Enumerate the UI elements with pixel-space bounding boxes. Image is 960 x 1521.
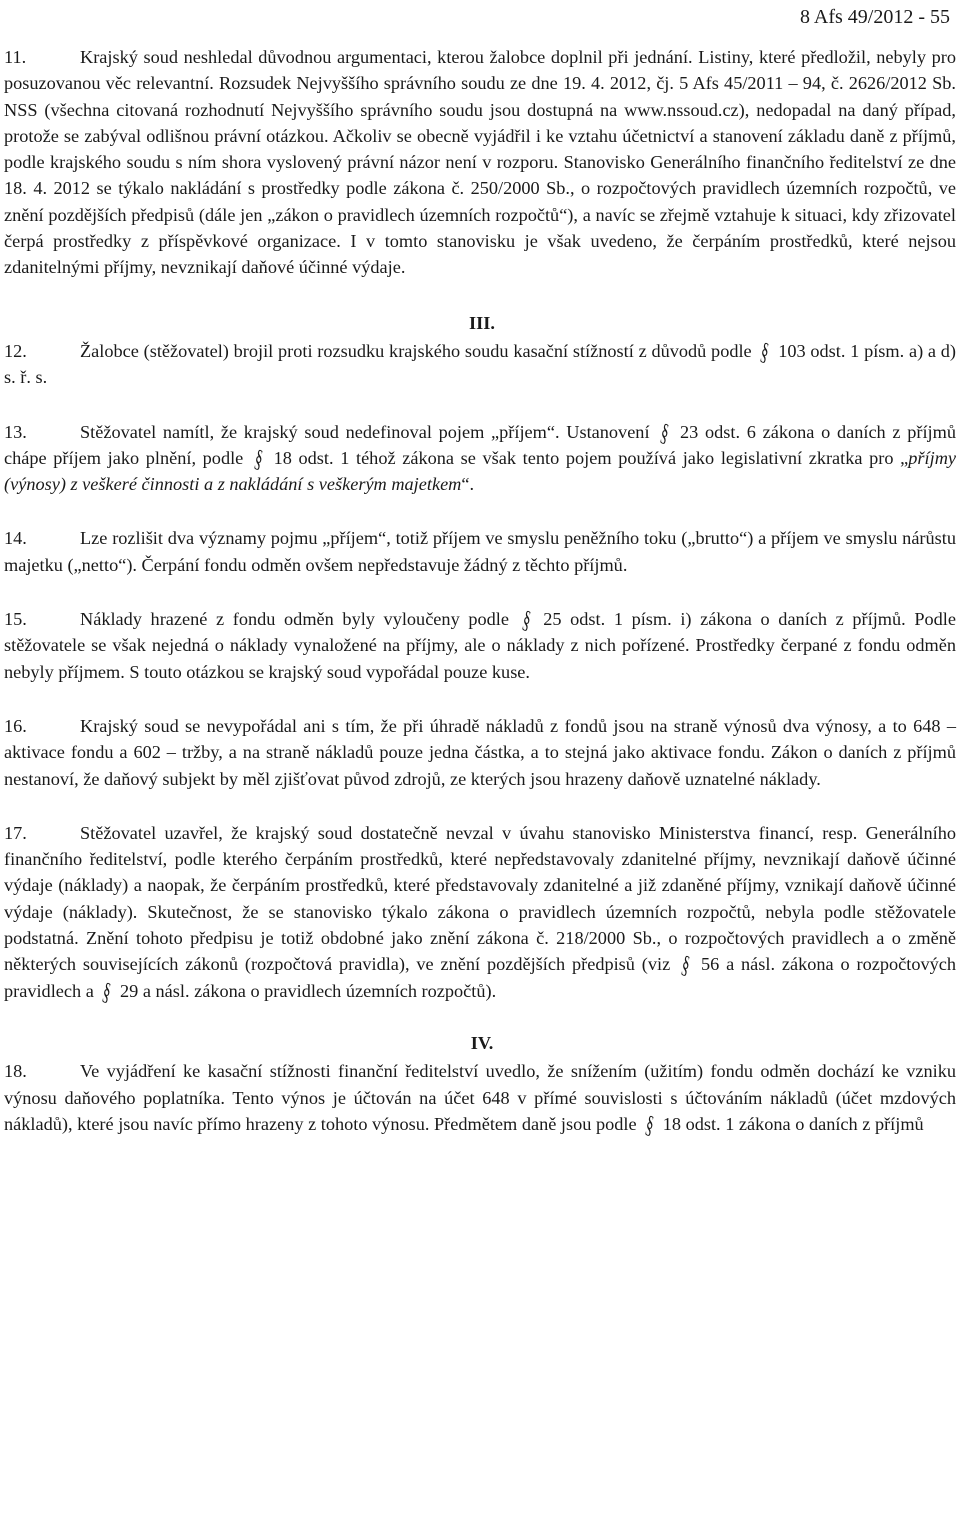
paragraph-13 (4, 416, 957, 498)
paragraph-text: 18 odst. 1 zákona o daních z příjmů (662, 1113, 924, 1134)
document-page (4, 0, 956, 1521)
section-sign-icon: § (644, 1108, 655, 1140)
section-heading-iii: III. (469, 312, 495, 333)
document-body (4, 44, 956, 1165)
paragraph-14 (4, 525, 956, 578)
section-sign-icon: § (520, 604, 532, 636)
paragraph-text: 18 odst. 1 téhož zákona se však tento pojem používá jako legislativní zkratka pro „ (273, 447, 909, 468)
paragraph-text: 103 odst. 1 písm. a) a d) s. ř. s. (4, 340, 957, 388)
paragraph-17 (4, 820, 956, 1007)
paragraph-number: 17. (4, 822, 27, 843)
legislative-abbreviation: příjmy (výnosy) z veškeré činnosti a z nakládání s veškerým majetkem (4, 447, 957, 495)
paragraph-text: Žalobce (stěžovatel) brojil proti rozsudku krajského soudu kasační stížností z důvodů podle (80, 340, 752, 361)
paragraph-text: Náklady hrazené z fondu odměn byly vyloučeny podle (80, 609, 509, 630)
section-sign-icon: § (253, 442, 264, 474)
paragraph-number: 15. (4, 609, 27, 630)
section-sign-icon: § (680, 949, 691, 981)
paragraph-text: Krajský soud se nevypořádal ani s tím, že při úhradě nákladů z fondů jsou na straně výnosů dva výnosy, a to 648 – aktivace fondu a 602 – tržby, a na straně nákladů pouze jedna částka, a to stejná jako aktivace fondu. Zákon o daních z příjmů nestanoví, že daňový subjekt by měl zjišťovat původ zdrojů, ze kterých jsou hrazeny daňově uznatelné náklady. (4, 715, 956, 789)
paragraph-text: Ve vyjádření ke kasační stížnosti finanční ředitelství uvedlo, že snížením (užitím) fondu odměn dochází ke vzniku výnosu daňového poplatníka. Tento výnos je účtován na účet 648 v přímé souvislosti s účtováním nákladů (účet mzdových nákladů), které jsou navíc přímo hrazeny z tohoto výnosu. Předmětem daně jsou podle (4, 1061, 956, 1134)
paragraph-text: Lze rozlišit dva významy pojmu „příjem“, totiž příjem ve smyslu peněžního toku („brutto“) a příjem ve smyslu nárůstu majetku („netto“). Čerpání fondu odměn ovšem nepředstavuje žádný z těchto příjmů. (4, 528, 956, 575)
paragraph-number: 14. (4, 528, 27, 549)
paragraph-number: 12. (4, 340, 27, 361)
paragraph-text: Stěžovatel namítl, že krajský soud nedefinoval pojem „příjem“. Ustanovení (80, 421, 650, 442)
paragraph-text: 23 odst. 6 zákona o daních z příjmů chápe příjem jako plnění, podle (4, 421, 956, 468)
paragraph-18 (4, 1058, 956, 1140)
paragraph-text: 25 odst. 1 písm. i) zákona o daních z příjmů. Podle stěžovatele se však nejedná o náklady vynaložené na příjmy, ale o náklady z nich pořízené. Prostředky čerpané z fondu odměn nebyly příjmem. S touto otázkou se krajský soud vypořádal pouze kuse. (4, 609, 956, 682)
paragraph-text: “. (461, 474, 475, 495)
case-number-header: 8 Afs 49/2012 - 55 (800, 6, 950, 28)
paragraph-15 (4, 606, 956, 685)
paragraph-text: Krajský soud neshledal důvodnou argumentaci, kterou žalobce doplnil při jednání. Listiny, které předložil, nebyly pro posuzovanou věc relevantní. Rozsudek Nejvyššího správního soudu ze dne 19. 4. 2012, čj. 5 Afs 45/2011 – 94, č. 2626/2012 Sb. NSS (všechna citovaná rozhodnutí Nejvyššího správního soudu jsou dostupná na www.nssoud.cz), nedopadal na daný případ, protože se zabýval odlišnou právní otázkou. Ačkoliv se obecně vyjádřil i ke vztahu účetnictví a stanovení základu daně z příjmů, podle krajského soudu s ním shora vyslovený právní názor není v rozporu. Stanovisko Generálního finančního ředitelství ze dne 18. 4. 2012 se týkalo nakládání s prostředky podle zákona č. 250/2000 Sb., o rozpočtových pravidlech územních rozpočtů, ve znění pozdějších předpisů (dále jen „zákon o pravidlech územních rozpočtů“), a navíc se zřejmě vztahuje k situaci, kdy zřizovatel čerpá prostředky z příspěvkové organizace. I v tomto stanovisku je však uvedeno, že čerpáním prostředků, které nejsou zdanitelnými příjmy, nevznikají daňové účinné výdaje. (4, 47, 956, 278)
section-heading-iv: IV. (470, 1032, 494, 1053)
paragraph-text: 29 a násl. zákona o pravidlech územních rozpočtů). (120, 980, 497, 1001)
paragraph-11 (4, 44, 956, 281)
section-sign-icon: § (659, 416, 670, 448)
paragraph-text: 56 a násl. zákona o rozpočtových pravidlech a (4, 954, 956, 1001)
paragraph-16 (4, 713, 956, 792)
paragraph-12 (4, 335, 957, 391)
section-sign-icon: § (101, 975, 113, 1007)
paragraph-number: 16. (4, 715, 27, 736)
paragraph-number: 13. (4, 421, 27, 442)
paragraph-number: 18. (4, 1061, 27, 1082)
paragraph-text: Stěžovatel uzavřel, že krajský soud dostatečně nevzal v úvahu stanovisko Ministerstva financí, resp. Generálního finančního ředitelství, podle kterého čerpáním prostředků, které nepředstavovaly zdanitelné příjmy, nevznikají daňově účinné výdaje (náklady) a naopak, že čerpáním prostředků, které představovaly zdanitelné a již zdaněné příjmy, vznikají daňově účinné výdaje (náklady). Skutečnost, že se stanovisko týkalo zákona o pravidlech územních rozpočtů, nebyla podle stěžovatele podstatná. Znění tohoto předpisu je totiž obdobné jako znění zákona č. 218/2000 Sb., o rozpočtových pravidlech a o změně některých souvisejících zákonů (rozpočtová pravidla), ve znění pozdějších předpisů (viz (4, 822, 956, 975)
paragraph-number: 11. (4, 47, 27, 67)
section-sign-icon: § (759, 335, 771, 368)
